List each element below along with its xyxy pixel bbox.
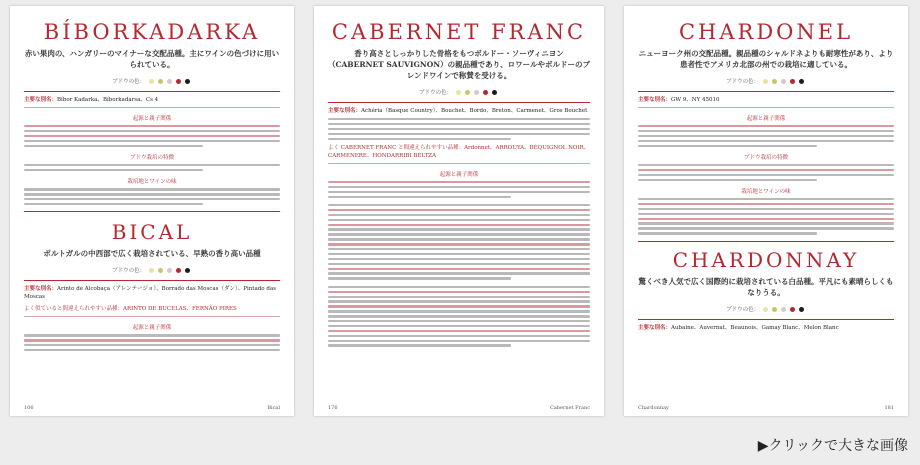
color-dot bbox=[763, 79, 768, 84]
synonyms-field bbox=[328, 107, 590, 115]
body-text bbox=[328, 181, 590, 347]
grape-color-label: ブドウの色： bbox=[112, 268, 146, 275]
divider bbox=[24, 280, 280, 281]
divider bbox=[638, 241, 894, 242]
body-text bbox=[24, 188, 280, 205]
page-title: BÍBORKADARKA bbox=[43, 20, 261, 44]
divider bbox=[328, 102, 590, 103]
book-page-chardonel bbox=[624, 6, 908, 416]
synonyms-field bbox=[638, 324, 894, 332]
synonyms-field bbox=[24, 96, 280, 104]
synonyms-field bbox=[24, 285, 280, 301]
page-title-2: CHARDONNAY bbox=[672, 247, 860, 272]
synonyms-value: Aubaine、Auvernat、Beaunois、Gamay Blanc、Melon Blanc bbox=[671, 324, 839, 331]
section-heading: 起源と親子関係 bbox=[132, 325, 172, 332]
section-heading: 起源と親子関係 bbox=[439, 171, 479, 178]
page-subtitle: ニューヨーク州の交配品種。親品種のシャルドネよりも耐寒性があり、より患者性でアメリカ北部の州での栽培に適している。 bbox=[638, 49, 894, 69]
grape-color-row bbox=[314, 88, 604, 96]
color-dot bbox=[492, 90, 497, 95]
page-subtitle: 香り高さとしっかりした骨格をもつボルドー・ソーヴィニヨン（CABERNET SAUVIGNON）の親品種であり、ロワールやボルドーのブレンドワインで称賛を受ける。 bbox=[328, 49, 590, 80]
section-heading: 起源と親子関係 bbox=[132, 116, 172, 122]
color-dot bbox=[763, 307, 768, 312]
running-footer: Bical bbox=[267, 405, 280, 411]
divider bbox=[328, 163, 590, 164]
divider bbox=[24, 107, 280, 108]
color-dot bbox=[456, 90, 461, 95]
color-dot bbox=[781, 79, 786, 84]
divider bbox=[638, 91, 894, 92]
running-footer: Chardonnay bbox=[638, 405, 669, 411]
color-dot bbox=[799, 307, 804, 312]
color-dot bbox=[483, 90, 488, 95]
color-dot bbox=[772, 307, 777, 312]
page-number: 181 bbox=[884, 405, 894, 411]
grape-color-label: ブドウの色： bbox=[726, 306, 760, 313]
grape-color-row bbox=[10, 77, 294, 85]
grape-color-label: ブドウの色： bbox=[112, 79, 146, 85]
divider bbox=[24, 91, 280, 92]
section-heading: 栽培地とワインの味 bbox=[127, 179, 177, 186]
color-dot bbox=[167, 79, 172, 84]
color-dot bbox=[474, 90, 479, 95]
synonyms-label: 主要な別名： bbox=[24, 97, 58, 103]
color-dot bbox=[149, 268, 154, 273]
book-page-cabernet-franc bbox=[314, 6, 604, 416]
color-dot bbox=[167, 268, 172, 273]
body-text bbox=[328, 118, 590, 140]
grape-color-row bbox=[10, 266, 294, 274]
grape-color-row bbox=[624, 77, 908, 85]
color-dot bbox=[185, 79, 190, 84]
divider bbox=[24, 211, 280, 212]
synonyms-value: Bíbor Kadarka、Bíborkadarsa、Cs 4 bbox=[57, 97, 159, 103]
synonyms-value: GW 9、NY 45010 bbox=[671, 97, 720, 103]
color-dot bbox=[149, 79, 154, 84]
color-dot bbox=[781, 307, 786, 312]
synonyms-label: 主要な別名： bbox=[328, 108, 362, 114]
body-text bbox=[24, 164, 280, 171]
color-dot bbox=[158, 268, 163, 273]
grape-color-label: ブドウの色： bbox=[726, 79, 760, 85]
divider bbox=[24, 316, 280, 317]
color-dot bbox=[790, 79, 795, 84]
synonyms-value: Achéria（Basque Country）、Bouchet、Bordo、Breton、Carmenet、Gros Bouchet bbox=[361, 108, 588, 114]
synonyms-label: 主要な別名： bbox=[24, 286, 58, 293]
color-dot bbox=[465, 90, 470, 95]
color-dot bbox=[176, 268, 181, 273]
grape-color-label: ブドウの色： bbox=[419, 90, 453, 96]
body-text bbox=[24, 125, 280, 147]
synonyms-value: Arinto de Alcobaça（アレンテージョ）、Borrado das Moscas（ダン）、Pintado das Moscas bbox=[24, 286, 276, 301]
color-dot bbox=[799, 79, 804, 84]
body-text bbox=[638, 198, 894, 235]
page-number: 176 bbox=[328, 405, 338, 411]
page-title: CHARDONEL bbox=[678, 20, 854, 44]
confusion-note: よく似ていると間違えられやすい品種：ARINTO DE BUCELAS、FERNÃO PIRES bbox=[24, 306, 237, 313]
section-heading: ブドウ栽培の特徴 bbox=[743, 154, 788, 161]
divider bbox=[638, 107, 894, 108]
color-dot bbox=[772, 79, 777, 84]
page-number: 106 bbox=[24, 405, 34, 411]
body-text bbox=[24, 334, 280, 351]
body-text bbox=[638, 125, 894, 147]
color-dot bbox=[790, 307, 795, 312]
page-title-2: BICAL bbox=[111, 220, 193, 245]
confusion-note: よく CABERNET FRANC と間違えられやすい品種：Ardonnet、ARROUYA、BÉQUIGNOL NOIR、CARMENERE、HONDARRIBI BELTZA bbox=[328, 144, 590, 159]
synonyms-field bbox=[638, 96, 894, 104]
page-subtitle-2: 驚くべき人気で広く国際的に栽培されている白品種。平凡にも素晴らしくもなりうる。 bbox=[638, 276, 894, 297]
enlarge-image-link[interactable]: ▶クリックで大きな画像 bbox=[757, 438, 908, 454]
color-dot bbox=[185, 268, 190, 273]
synonyms-label: 主要な別名： bbox=[638, 324, 672, 331]
body-text bbox=[638, 164, 894, 181]
book-page-biborkadarka bbox=[10, 6, 294, 416]
divider bbox=[638, 319, 894, 320]
synonyms-label: 主要な別名： bbox=[638, 97, 672, 103]
grape-color-row bbox=[624, 305, 908, 313]
page-title: CABERNET FRANC bbox=[331, 20, 587, 44]
section-heading: ブドウ栽培の特徴 bbox=[129, 154, 174, 161]
color-dot bbox=[158, 79, 163, 84]
section-heading: 起源と親子関係 bbox=[746, 116, 786, 122]
color-dot bbox=[176, 79, 181, 84]
section-heading: 栽培地とワインの味 bbox=[741, 189, 791, 196]
page-subtitle-2: ポルトガルの中西部で広く栽培されている、早熟の香り高い品種 bbox=[43, 249, 261, 259]
running-footer: Cabernet Franc bbox=[550, 405, 590, 411]
page-subtitle: 赤い果肉の、ハンガリーのマイナーな交配品種。主にワインの色づけに用いられている。 bbox=[24, 49, 280, 69]
